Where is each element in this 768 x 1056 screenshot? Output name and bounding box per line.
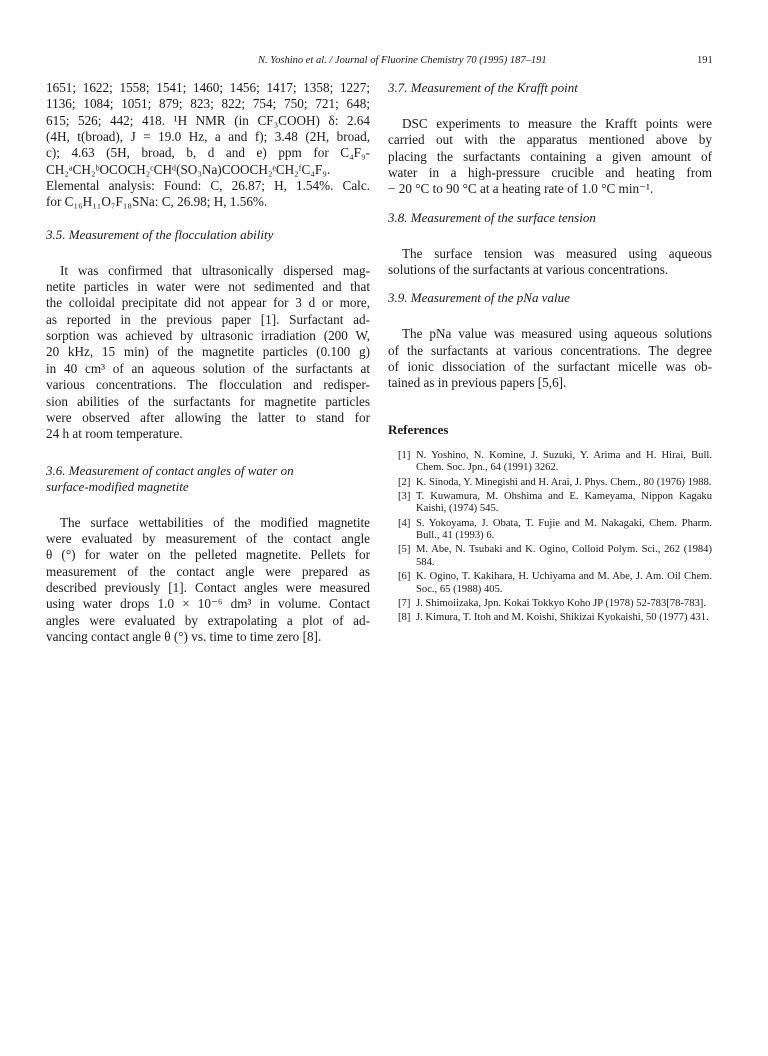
text-line: c); 4.63 (5H, broad, b, d and e) ppm for C₄F₉- [46, 145, 370, 161]
text-line: in 40 cm³ of an aqueous solution of the surfactants at [46, 360, 370, 376]
text-line: 1136; 1084; 1051; 879; 823; 822; 754; 750; 721; 648; [46, 96, 370, 112]
references-heading: References [388, 421, 449, 437]
section-3-6-heading [46, 463, 370, 495]
reference-item [388, 518, 712, 543]
section-3-7-paragraph [388, 116, 712, 198]
text-line: angles were evaluated by extrapolating a plot of ad- [46, 612, 370, 628]
reference-number: [6] [398, 571, 411, 583]
section-3-5-heading: 3.5. Measurement of the flocculation ability [46, 226, 274, 242]
text-line: described previously [1]. Contact angles were measured [46, 579, 370, 595]
text-line: placing the surfactants containing a given amount of [388, 148, 712, 164]
reference-item [388, 450, 712, 475]
page-number: 191 [697, 55, 713, 66]
text-line: of ionic dissociation of the surfactant micelle was ob- [388, 359, 712, 375]
text-line: Elemental analysis: Found: C, 26.87; H, 1.54%. Calc. [46, 178, 370, 194]
reference-text: J. Kimura, T. Itoh and M. Koishi, Shikizai Kyokaishi, 50 (1977) 431. [416, 612, 709, 624]
text-line: various concentrations. The flocculation and redisper- [46, 377, 370, 393]
reference-text: K. Ogino, T. Kakihara, H. Uchiyama and M. Abe, J. Am. Oil Chem. Soc., 65 (1988) 405. [416, 571, 712, 595]
reference-item [388, 544, 712, 569]
reference-text: M. Abe, N. Tsubaki and K. Ogino, Colloid Polym. Sci., 262 (1984) 584. [416, 544, 712, 568]
text-line: The pNa value was measured using aqueous solutions [402, 326, 712, 342]
left-column [46, 80, 370, 645]
text-line: The surface wettabilities of the modified magnetite [60, 514, 370, 530]
reference-number: [8] [398, 612, 411, 624]
text-line: netite particles in water were not sedimented and that [46, 279, 370, 295]
running-head [0, 55, 768, 71]
reference-item [388, 598, 712, 611]
text-line: sion abilities of the surfactants for magnetite particles [46, 393, 370, 409]
text-line: vancing contact angle θ (°) vs. time to time zero [8]. [46, 628, 322, 644]
text-line: as reported in the previous paper [1]. Surfactant ad- [46, 311, 370, 327]
text-line: 24 h at room temperature. [46, 426, 183, 442]
text-line: the colloidal precipitate did not appear for 3 d or more, [46, 295, 370, 311]
reference-text: S. Yokoyama, J. Obata, T. Fujie and M. Nakagaki, Chem. Pharm. Bull., 41 (1993) 6. [416, 517, 712, 542]
text-line: 615; 526; 442; 418. ¹H NMR (in CF₃COOH) δ: 2.64 [46, 112, 370, 128]
heading-line: surface-modified magnetite [46, 478, 189, 494]
text-line: 1651; 1622; 1558; 1541; 1460; 1456; 1417; 1358; 1227; [46, 80, 370, 95]
text-line: CH₂ᵃCH₂ᵇOCOCH₂ᶜCHᵈ(SO₃Na)COOCH₂ᵉCH₂ᶠC₄F₉. [46, 161, 331, 177]
text-line: carried out with the apparatus mentioned above by [388, 132, 712, 148]
reference-item [388, 612, 712, 625]
text-line: 20 kHz, 15 min) of the magnetite particles (0.100 g) [46, 344, 370, 360]
reference-number: [1] [398, 449, 411, 461]
reference-text: K. Sinoda, Y. Minegishi and H. Arai, J. Phys. Chem., 80 (1976) 1988. [416, 476, 712, 488]
text-line: The surface tension was measured using aqueous [402, 245, 712, 261]
reference-item [388, 491, 712, 516]
right-column [388, 80, 712, 626]
text-line: (4H, t(broad), J = 19.0 Hz, a and f); 3.48 (2H, broad, [46, 129, 370, 145]
text-line: were observed after allowing the latter to stand for [46, 409, 370, 425]
section-3-8-paragraph [388, 246, 712, 279]
text-line: water in a high-pressure crucible and heating from [388, 165, 712, 181]
reference-text: N. Yoshino, N. Komine, J. Suzuki, Y. Arima and H. Hirai, Bull. Chem. Soc. Jpn., 64 (1991) 3262. [416, 449, 712, 474]
text-line: for C₁₆H₁₁O₇F₁₈SNa: C, 26.98; H, 1.56%. [46, 194, 268, 210]
text-line: tained as in previous papers [5,6]. [388, 375, 567, 391]
section-3-9-paragraph [388, 326, 712, 391]
reference-text: T. Kuwamura, M. Ohshima and E. Kameyama, Nippon Kagaku Kaishi, (1974) 545. [416, 490, 712, 515]
reference-number: [5] [398, 544, 411, 556]
section-3-7-heading: 3.7. Measurement of the Krafft point [388, 80, 578, 95]
section-3-5-paragraph [46, 263, 370, 443]
text-line: of the surfactants at various concentrations. The degree [388, 342, 712, 358]
text-line: It was confirmed that ultrasonically dispersed mag- [60, 262, 370, 278]
running-head-citation: N. Yoshino et al. / Journal of Fluorine Chemistry 70 (1995) 187–191 [258, 55, 547, 66]
section-3-9-heading: 3.9. Measurement of the pNa value [388, 290, 570, 306]
text-line: DSC experiments to measure the Krafft points were [402, 116, 712, 131]
reference-number: [4] [398, 517, 411, 529]
text-line: using water drops 1.0 × 10⁻⁶ dm³ in volume. Contact [46, 596, 370, 612]
reference-list [388, 450, 712, 625]
text-line: measurement of the contact angle were prepared as [46, 563, 370, 579]
text-line: were evaluated by measurement of the contact angle [46, 530, 370, 546]
reference-number: [7] [398, 597, 411, 609]
section-3-8-heading: 3.8. Measurement of the surface tension [388, 209, 596, 225]
text-line: θ (°) for water on the pelleted magnetite. Pellets for [46, 547, 370, 563]
reference-number: [2] [398, 476, 411, 488]
text-line: − 20 °C to 90 °C at a heating rate of 1.0 °C min⁻¹. [388, 181, 654, 197]
section-3-6-paragraph [46, 515, 370, 646]
text-line: sorption was achieved by ultrasonic irradiation (200 W, [46, 328, 370, 344]
text-line: solutions of the surfactants at various concentrations. [388, 262, 669, 278]
heading-line: 3.6. Measurement of contact angles of water on [46, 462, 294, 478]
reference-text: J. Shimoiizaka, Jpn. Kokai Tokkyo Koho JP (1978) 52-783[78-783]. [416, 597, 706, 609]
reference-number: [3] [398, 490, 411, 502]
spectral-data-paragraph [46, 80, 370, 211]
reference-item [388, 571, 712, 596]
reference-item [388, 477, 712, 490]
